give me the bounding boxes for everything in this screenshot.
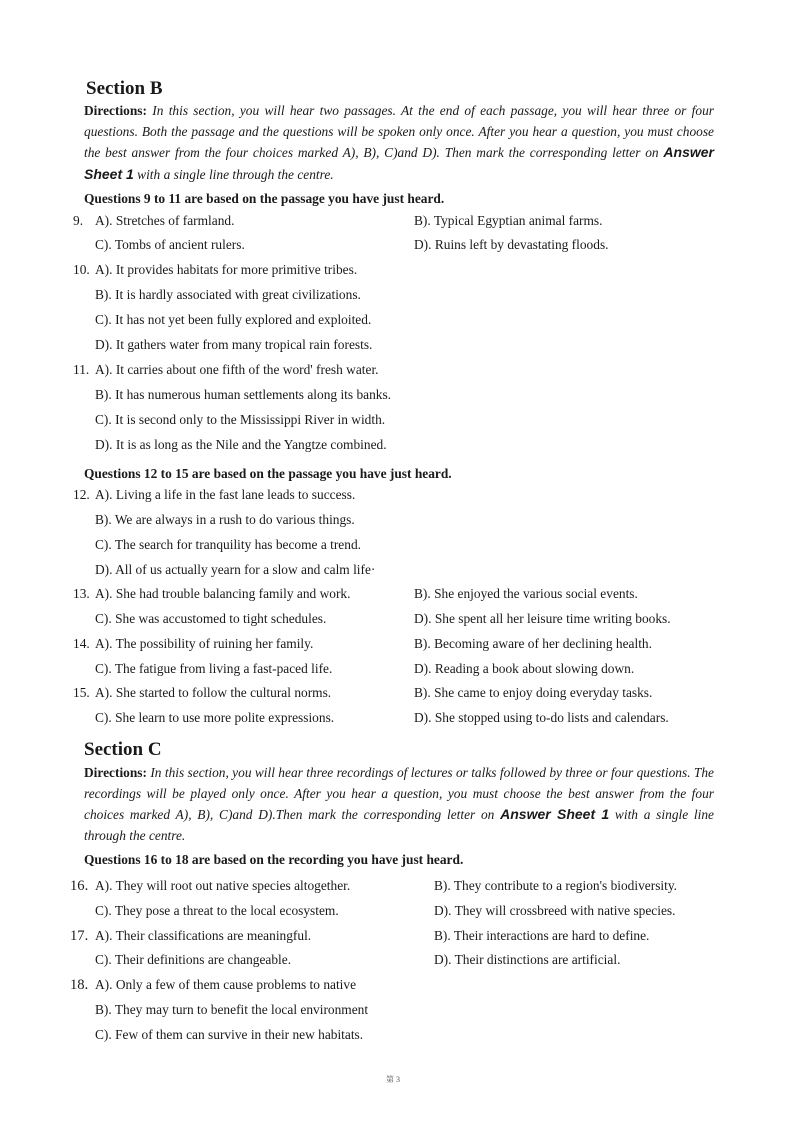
- q14-option-a[interactable]: A). The possibility of ruining her family.: [95, 636, 314, 651]
- q9-option-d[interactable]: D). Ruins left by devastating floods.: [414, 237, 609, 252]
- question-number: 10.: [73, 262, 90, 277]
- q14-option-c[interactable]: C). The fatigue from living a fast-paced life.: [95, 661, 333, 676]
- section-b-title: Section B: [86, 78, 163, 99]
- answer-sheet-ref: Answer Sheet 1: [500, 806, 610, 822]
- q17-option-c[interactable]: C). Their definitions are changeable.: [95, 952, 292, 967]
- q17-option-b[interactable]: B). Their interactions are hard to define.: [434, 928, 650, 943]
- q11-option-d[interactable]: D). It is as long as the Nile and the Yangtze combined.: [95, 437, 387, 452]
- q11-option-c[interactable]: C). It is second only to the Mississippi River in width.: [95, 412, 386, 427]
- question-number: 12.: [73, 487, 90, 502]
- q16-option-b[interactable]: B). They contribute to a region's biodiversity.: [434, 878, 678, 893]
- q15-option-b[interactable]: B). She came to enjoy doing everyday tasks.: [414, 685, 653, 700]
- answer-sheet-ref: Answer Sheet 1: [84, 144, 714, 182]
- q9-option-c[interactable]: C). Tombs of ancient rulers.: [95, 237, 245, 252]
- q18-option-a[interactable]: A). Only a few of them cause problems to native: [95, 977, 357, 992]
- q12-option-a[interactable]: A). Living a life in the fast lane leads to success.: [95, 487, 356, 502]
- question-number: 17.: [70, 928, 89, 944]
- q13-option-d[interactable]: D). She spent all her leisure time writing books.: [414, 611, 671, 626]
- question-number: 13.: [73, 586, 90, 601]
- section-b-directions: [84, 101, 714, 185]
- q17-option-d[interactable]: D). Their distinctions are artificial.: [434, 952, 621, 967]
- q18-option-c[interactable]: C). Few of them can survive in their new habitats.: [95, 1027, 364, 1042]
- question-group-heading: Questions 16 to 18 are based on the recording you have just heard.: [84, 852, 464, 867]
- q15-option-c[interactable]: C). She learn to use more polite expressions.: [95, 710, 335, 725]
- question-number: 15.: [73, 685, 90, 700]
- question-number: 18.: [70, 977, 89, 993]
- q12-option-b[interactable]: B). We are always in a rush to do various things.: [95, 512, 355, 527]
- q13-option-a[interactable]: A). She had trouble balancing family and work.: [95, 586, 351, 601]
- question-number: 9.: [73, 213, 84, 228]
- q16-option-d[interactable]: D). They will crossbreed with native species.: [434, 903, 676, 918]
- directions-label: Directions:: [84, 765, 147, 780]
- question-number: 11.: [73, 362, 90, 377]
- q10-option-a[interactable]: A). It provides habitats for more primitive tribes.: [95, 262, 358, 277]
- q10-option-c[interactable]: C). It has not yet been fully explored and exploited.: [95, 312, 372, 327]
- directions-label: Directions:: [84, 103, 147, 118]
- q13-option-b[interactable]: B). She enjoyed the various social events.: [414, 586, 638, 601]
- q13-option-c[interactable]: C). She was accustomed to tight schedules.: [95, 611, 327, 626]
- q15-option-a[interactable]: A). She started to follow the cultural norms.: [95, 685, 332, 700]
- q10-option-d[interactable]: D). It gathers water from many tropical rain forests.: [95, 337, 373, 352]
- directions-text-end: with a single line through the centre.: [84, 807, 714, 843]
- q15-option-d[interactable]: D). She stopped using to-do lists and calendars.: [414, 710, 669, 725]
- q14-option-d[interactable]: D). Reading a book about slowing down.: [414, 661, 635, 676]
- question-number: 14.: [73, 636, 90, 651]
- q12-option-d[interactable]: D). All of us actually yearn for a slow and calm life·: [95, 562, 376, 577]
- question-group-heading: Questions 12 to 15 are based on the passage you have just heard.: [84, 466, 452, 481]
- q9-option-a[interactable]: A). Stretches of farmland.: [95, 213, 235, 228]
- q11-option-a[interactable]: A). It carries about one fifth of the word' fresh water.: [95, 362, 379, 377]
- section-c-title: Section C: [84, 739, 162, 760]
- directions-text: In this section, you will hear two passages. At the end of each passage, you will hear three or four questions. Both the passage and the questions will be spoken only once. After you hear a question, you must choose the best answer from the four choices marked A), B), C)and D). Then mark the corresponding letter on: [84, 103, 714, 160]
- q10-option-b[interactable]: B). It is hardly associated with great civilizations.: [95, 287, 361, 302]
- q14-option-b[interactable]: B). Becoming aware of her declining health.: [414, 636, 652, 651]
- q16-option-a[interactable]: A). They will root out native species altogether.: [95, 878, 351, 893]
- question-group-heading: Questions 9 to 11 are based on the passage you have just heard.: [84, 191, 445, 206]
- q16-option-c[interactable]: C). They pose a threat to the local ecosystem.: [95, 903, 339, 918]
- q11-option-b[interactable]: B). It has numerous human settlements along its banks.: [95, 387, 392, 402]
- page-number: 第 3: [386, 1075, 400, 1084]
- q18-option-b[interactable]: B). They may turn to benefit the local environment: [95, 1002, 369, 1017]
- directions-text-end: with a single line through the centre.: [133, 166, 334, 182]
- directions-text: In this section, you will hear three recordings of lectures or talks followed by three or four questions. The recordings will be played only once. After you hear a question, you must choose the best answer from the four choices marked A), B), C)and D).Then mark the corresponding letter on: [84, 765, 714, 822]
- q17-option-a[interactable]: A). Their classifications are meaningful.: [95, 928, 312, 943]
- question-number: 16.: [70, 878, 89, 894]
- q9-option-b[interactable]: B). Typical Egyptian animal farms.: [414, 213, 603, 228]
- section-c-directions: [84, 763, 714, 846]
- q12-option-c[interactable]: C). The search for tranquility has become a trend.: [95, 537, 361, 552]
